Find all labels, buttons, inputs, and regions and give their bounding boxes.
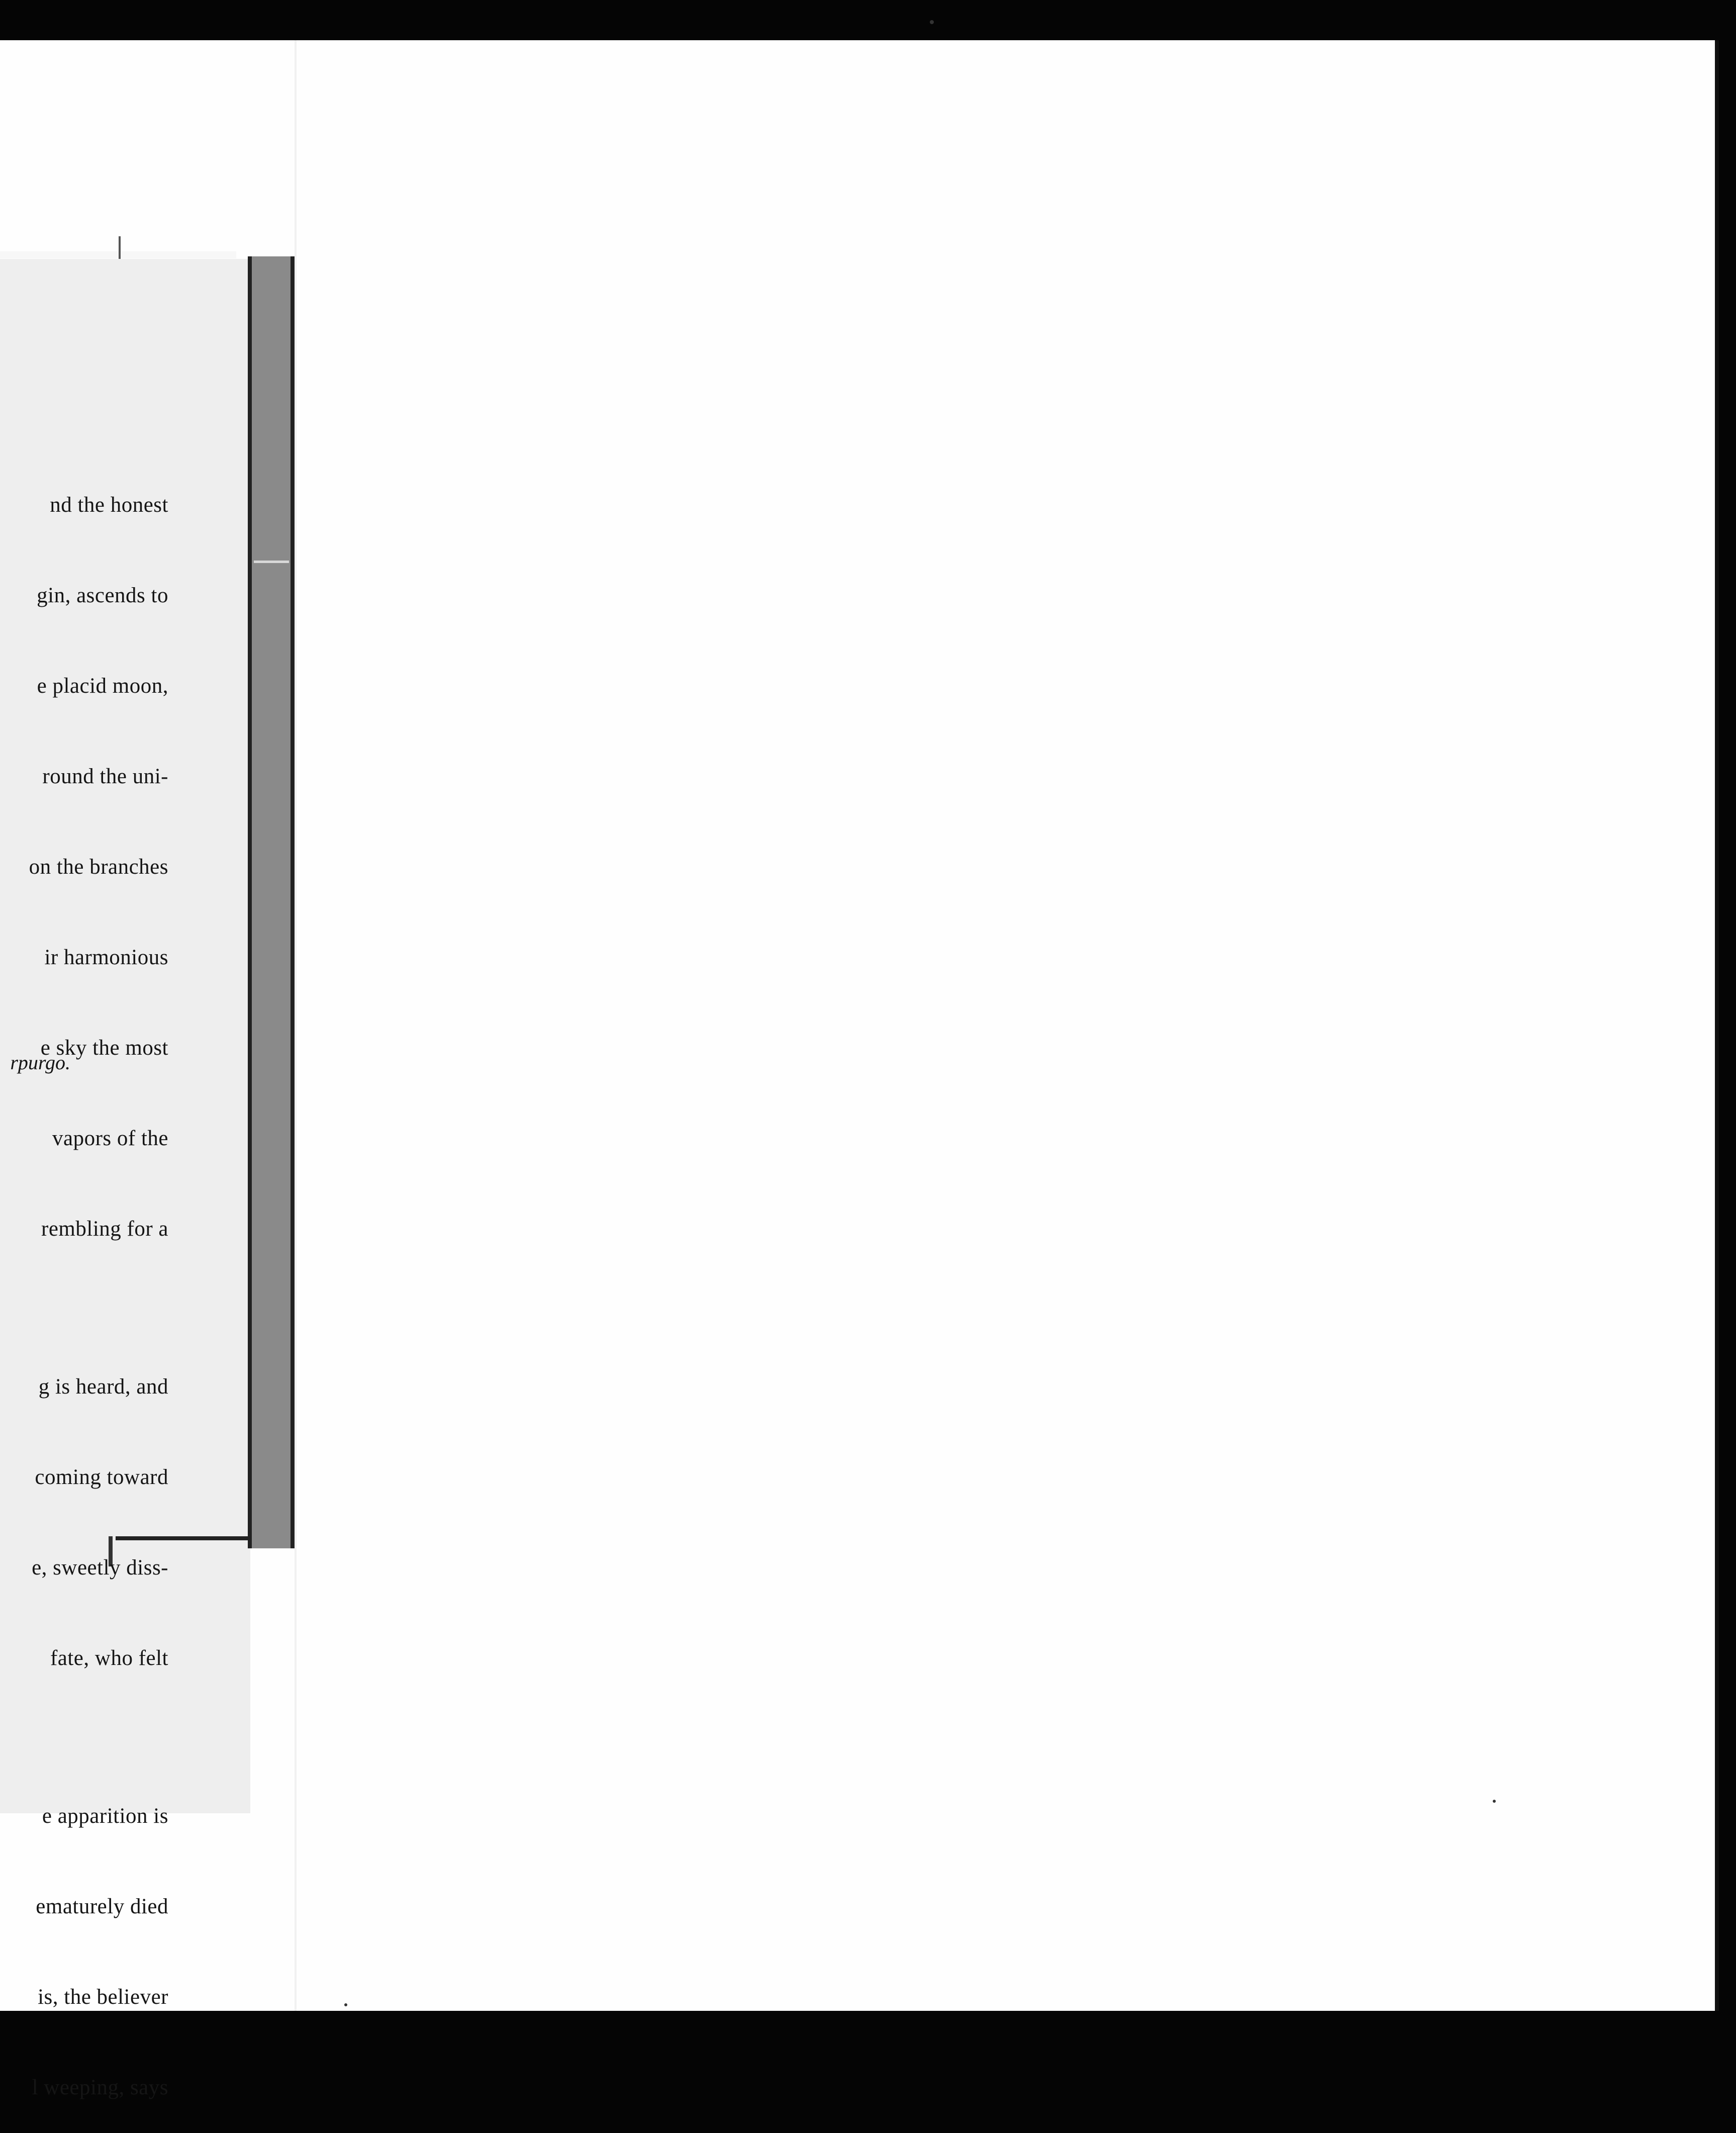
book-spine — [248, 256, 295, 1548]
dust-speck — [1493, 1800, 1496, 1803]
paragraph-gap — [29, 1305, 168, 1312]
text-line: l weeping, says — [32, 2076, 168, 2099]
text-line: nd the honest — [50, 493, 168, 517]
text-line: ematurely died — [36, 1895, 168, 1918]
text-line: g is heard, and — [38, 1375, 168, 1399]
author-signature: rpurgo. — [10, 1051, 70, 1074]
text-line: ir harmonious — [44, 946, 168, 969]
text-line: gin, ascends to — [37, 584, 168, 607]
text-line: coming toward — [35, 1465, 168, 1489]
text-line: e sky the most — [40, 1036, 168, 1060]
text-line: round the uni- — [42, 765, 168, 788]
text-line: e placid moon, — [37, 674, 168, 698]
spine-highlight — [254, 561, 289, 563]
text-line: vapors of the — [52, 1127, 168, 1150]
text-line: e, sweetly diss- — [32, 1556, 168, 1580]
dust-speck — [930, 20, 934, 24]
text-line: e apparition is — [42, 1804, 168, 1828]
page-fold-line — [295, 40, 297, 2011]
text-line: fate, who felt — [50, 1646, 168, 1670]
text-line: is, the believer — [38, 1985, 168, 2009]
paragraph-gap — [29, 1734, 168, 1741]
text-line: rembling for a — [41, 1217, 168, 1241]
dust-speck — [344, 2003, 347, 2006]
text-line: on the branches — [29, 855, 168, 879]
page-right-edge — [1715, 40, 1719, 2011]
clipping-top-edge — [0, 251, 236, 258]
clipping-text — [29, 430, 168, 2133]
